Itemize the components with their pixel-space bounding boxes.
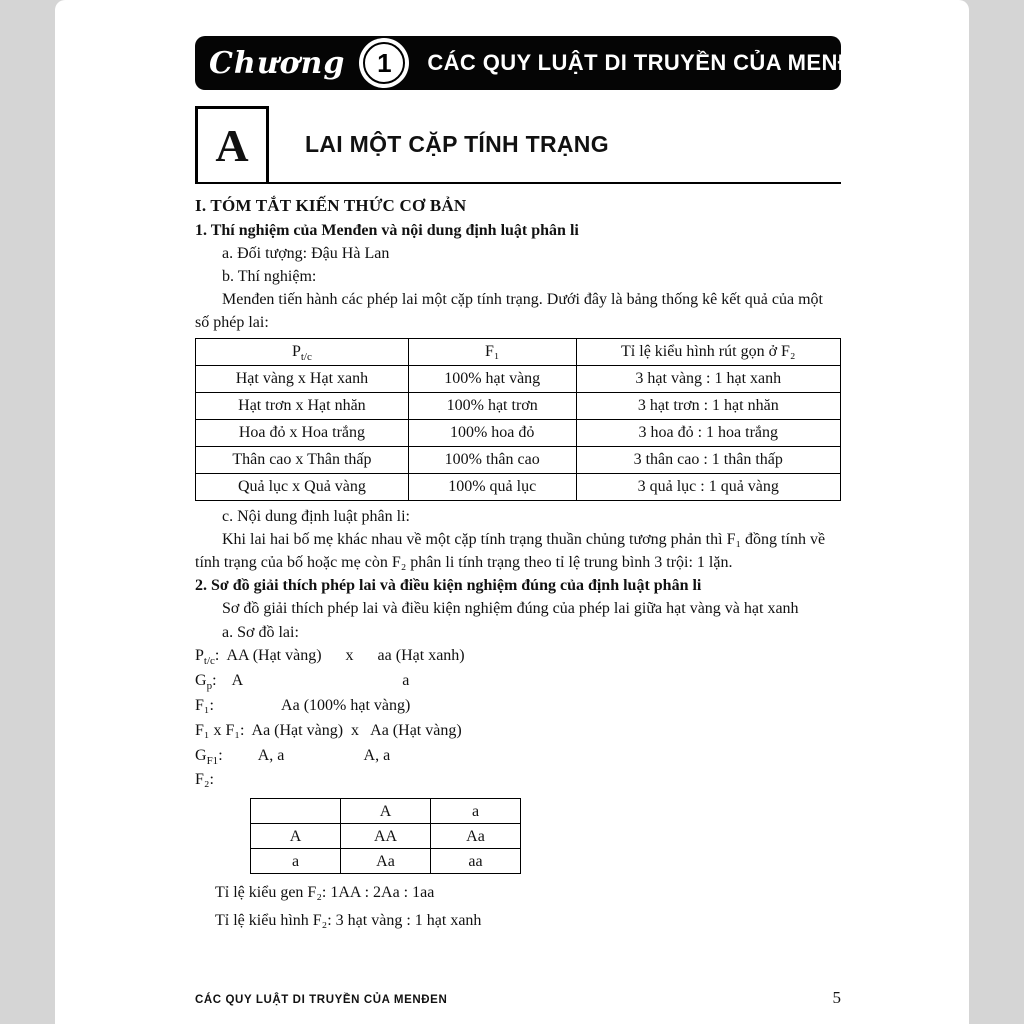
punnett-cell: a bbox=[251, 849, 341, 874]
page-content bbox=[55, 0, 969, 934]
cross-line-gf1: $G_{F1}$: A, a A, a bbox=[195, 746, 391, 767]
cross-line-f1: F₁: Aa (100% hạt vàng) bbox=[195, 696, 411, 714]
section-title: LAI MỘT CẶP TÍNH TRẠNG bbox=[305, 130, 609, 157]
table-cell: 100% thân cao bbox=[408, 446, 576, 473]
heading-scheme: 2. Sơ đồ giải thích phép lai và điều kiện nghiệm đúng của định luật phân li bbox=[195, 577, 702, 595]
table-cell: 100% hoa đỏ bbox=[408, 419, 576, 446]
cross-line-f1xf1: F₁ x F₁: Aa (Hạt vàng) x Aa (Hạt vàng) bbox=[195, 721, 462, 739]
table-cell: 3 hạt vàng : 1 hạt xanh bbox=[576, 365, 840, 392]
item-law-content: c. Nội dung định luật phân li: bbox=[222, 507, 410, 525]
punnett-row bbox=[251, 824, 521, 849]
genotype-ratio: Tỉ lệ kiểu gen F₂: 1AA : 2Aa : 1aa bbox=[215, 884, 435, 902]
table-cell: Hoa đỏ x Hoa trắng bbox=[196, 419, 409, 446]
section-letter: A bbox=[215, 120, 249, 171]
page-footer bbox=[195, 988, 841, 1008]
table-row bbox=[196, 473, 841, 500]
table-header-f1: F₁ bbox=[408, 338, 576, 365]
table-cell: 100% hạt trơn bbox=[408, 392, 576, 419]
results-table bbox=[195, 338, 841, 501]
table-row bbox=[196, 419, 841, 446]
item-experiment: b. Thí nghiệm: bbox=[222, 268, 317, 286]
document-page bbox=[55, 0, 969, 1024]
table-cell: 3 thân cao : 1 thân thấp bbox=[576, 446, 840, 473]
chapter-banner bbox=[195, 36, 886, 90]
cross-scheme bbox=[195, 644, 841, 794]
punnett-cell: A bbox=[341, 799, 431, 824]
punnett-row bbox=[251, 849, 521, 874]
punnett-cell: Aa bbox=[431, 824, 521, 849]
footer-running-title: CÁC QUY LUẬT DI TRUYỀN CỦA MENĐEN bbox=[195, 994, 448, 1006]
cross-line-gp: $G_p$: A a bbox=[195, 671, 410, 692]
item-subject: a. Đối tượng: Đậu Hà Lan bbox=[222, 244, 390, 262]
chapter-number-badge bbox=[363, 42, 405, 84]
punnett-square bbox=[250, 798, 521, 874]
table-cell: 100% quả lục bbox=[408, 473, 576, 500]
cross-line-ptc: $P_{t/c}$: AA (Hạt vàng) x aa (Hạt xanh) bbox=[195, 646, 465, 667]
section-header bbox=[195, 106, 841, 184]
table-header-ptc: $P_{t/c}$ bbox=[196, 338, 409, 365]
punnett-cell bbox=[251, 799, 341, 824]
punnett-row bbox=[251, 799, 521, 824]
page-number: 5 bbox=[832, 988, 841, 1007]
punnett-cell: aa bbox=[431, 849, 521, 874]
paragraph-law: Khi lai hai bố mẹ khác nhau về một cặp tính trạng thuần chủng tương phản thì F₁ đồng tính về tính trạng của bố hoặc mẹ còn F₂ phân li tính trạng theo tỉ lệ trung bình 3 trội: 1 lặn. bbox=[195, 530, 826, 571]
document-body bbox=[195, 194, 841, 934]
chapter-word: Chương bbox=[209, 45, 346, 81]
table-cell: Thân cao x Thân thấp bbox=[196, 446, 409, 473]
punnett-cell: a bbox=[431, 799, 521, 824]
item-cross-scheme: a. Sơ đồ lai: bbox=[222, 623, 299, 641]
table-header-f2: Tỉ lệ kiểu hình rút gọn ở F₂ bbox=[576, 338, 840, 365]
cross-line-f2: F₂: bbox=[195, 771, 214, 789]
table-header-row bbox=[196, 338, 841, 365]
table-row bbox=[196, 365, 841, 392]
phenotype-ratio: Tỉ lệ kiểu hình F₂: 3 hạt vàng : 1 hạt xanh bbox=[215, 911, 482, 929]
paragraph-experiment-intro: Menđen tiến hành các phép lai một cặp tính trạng. Dưới đây là bảng thống kê kết quả của một số phép lai: bbox=[195, 291, 823, 332]
punnett-cell: A bbox=[251, 824, 341, 849]
table-cell: Quả lục x Quả vàng bbox=[196, 473, 409, 500]
punnett-cell: AA bbox=[341, 824, 431, 849]
heading-experiment: 1. Thí nghiệm của Menđen và nội dung định luật phân li bbox=[195, 221, 579, 239]
punnett-cell: Aa bbox=[341, 849, 431, 874]
table-cell: Hạt trơn x Hạt nhăn bbox=[196, 392, 409, 419]
table-row bbox=[196, 392, 841, 419]
table-cell: 3 hoa đỏ : 1 hoa trắng bbox=[576, 419, 840, 446]
table-cell: 3 quả lục : 1 quả vàng bbox=[576, 473, 840, 500]
table-cell: Hạt vàng x Hạt xanh bbox=[196, 365, 409, 392]
chapter-number: 1 bbox=[377, 47, 392, 78]
paragraph-scheme-intro: Sơ đồ giải thích phép lai và điều kiện nghiệm đúng của phép lai giữa hạt vàng và hạt xanh bbox=[222, 600, 799, 618]
section-letter-box bbox=[195, 106, 269, 182]
table-cell: 3 hạt trơn : 1 hạt nhăn bbox=[576, 392, 840, 419]
table-cell: 100% hạt vàng bbox=[408, 365, 576, 392]
table-row bbox=[196, 446, 841, 473]
chapter-title: CÁC QUY LUẬT DI TRUYỀN CỦA MENĐEN bbox=[427, 50, 886, 75]
heading-summary: I. TÓM TẮT KIẾN THỨC CƠ BẢN bbox=[195, 196, 467, 215]
